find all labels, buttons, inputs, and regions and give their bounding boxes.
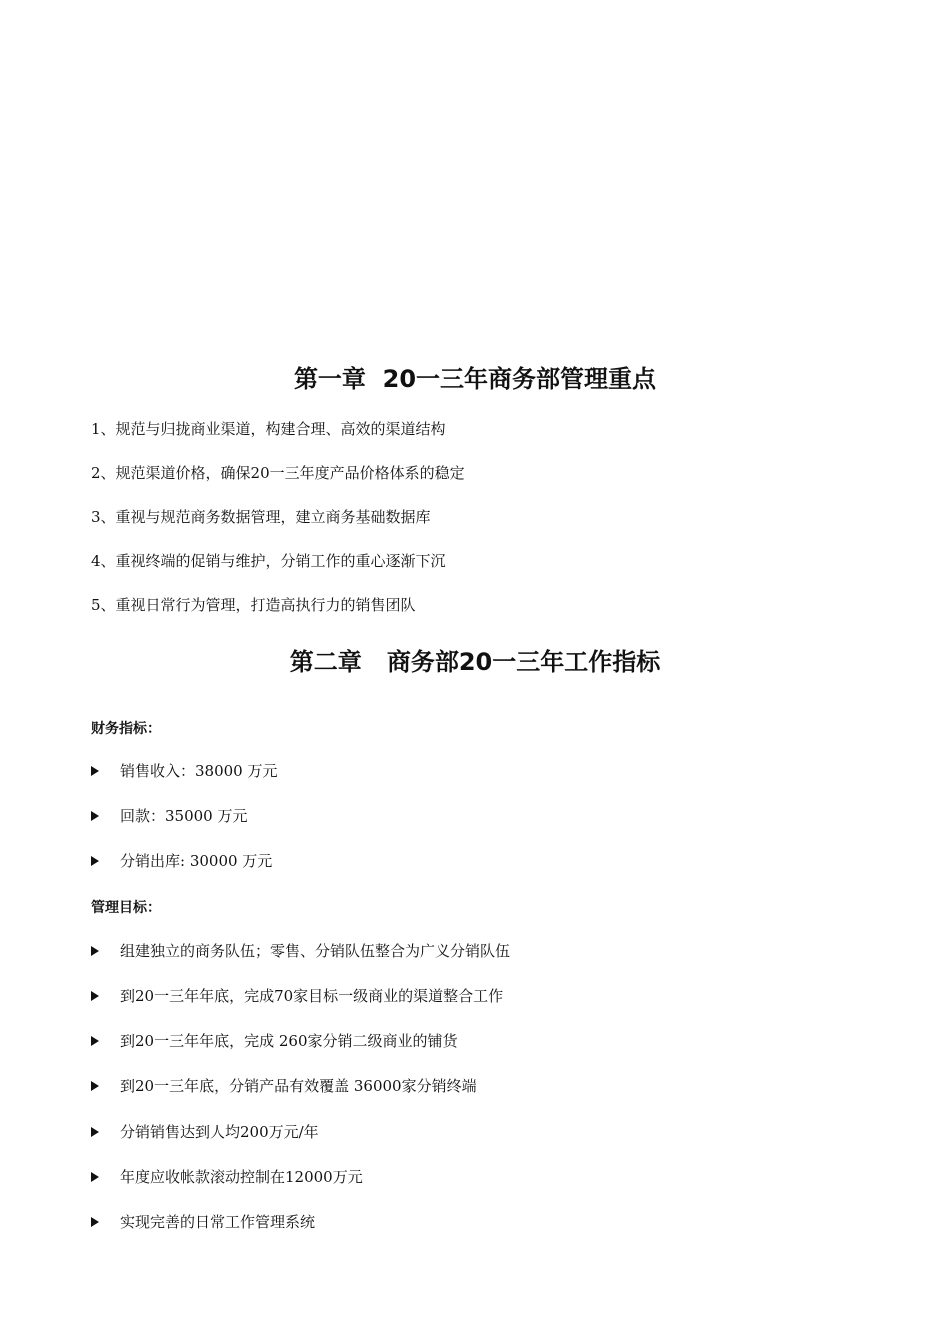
right-triangle-bullet-icon xyxy=(91,1127,99,1137)
management-item-text: 到20一三年年底，完成 260家分销二级商业的铺货 xyxy=(120,1032,458,1050)
financial-item-text: 回款：35000 万元 xyxy=(120,807,248,825)
management-item-text: 年度应收帐款滚动控制在12000万元 xyxy=(120,1168,363,1186)
chapter-2-title: 第二章 商务部20一三年工作指标 xyxy=(289,648,661,676)
management-item-7 xyxy=(91,1212,315,1232)
management-item-text: 到20一三年底，分销产品有效覆盖 36000家分销终端 xyxy=(120,1077,477,1095)
right-triangle-bullet-icon xyxy=(91,856,99,866)
management-item-text: 实现完善的日常工作管理系统 xyxy=(120,1213,316,1231)
right-triangle-bullet-icon xyxy=(91,1081,99,1091)
management-item-6 xyxy=(91,1167,363,1187)
right-triangle-bullet-icon xyxy=(91,1036,99,1046)
management-goals-label: 管理目标： xyxy=(91,900,161,916)
management-item-2 xyxy=(91,986,503,1006)
management-item-text: 组建独立的商务队伍；零售、分销队伍整合为广义分销队伍 xyxy=(120,942,511,960)
financial-indicators-label: 财务指标： xyxy=(91,721,161,737)
management-item-3 xyxy=(91,1031,458,1051)
right-triangle-bullet-icon xyxy=(91,1172,99,1182)
management-item-text: 到20一三年年底，完成70家目标一级商业的渠道整合工作 xyxy=(120,987,504,1005)
management-item-4 xyxy=(91,1076,477,1096)
financial-item-3 xyxy=(91,851,272,871)
financial-item-2 xyxy=(91,806,248,826)
management-item-5 xyxy=(91,1122,319,1142)
chapter-1-item-4: 4、重视终端的促销与维护，分销工作的重心逐渐下沉 xyxy=(91,552,446,570)
right-triangle-bullet-icon xyxy=(91,946,99,956)
chapter-1-item-5: 5、重视日常行为管理，打造高执行力的销售团队 xyxy=(91,596,416,614)
financial-item-text: 销售收入：38000 万元 xyxy=(120,762,278,780)
management-item-1 xyxy=(91,941,510,961)
chapter-1-title: 第一章 20一三年商务部管理重点 xyxy=(293,365,657,393)
financial-item-text: 分销出库: 30000 万元 xyxy=(120,852,273,870)
financial-item-1 xyxy=(91,761,278,781)
chapter-1-item-1: 1、规范与归拢商业渠道，构建合理、高效的渠道结构 xyxy=(91,420,446,438)
right-triangle-bullet-icon xyxy=(91,991,99,1001)
right-triangle-bullet-icon xyxy=(91,766,99,776)
chapter-1-item-3: 3、重视与规范商务数据管理，建立商务基础数据库 xyxy=(91,508,431,526)
management-item-text: 分销销售达到人均200万元/年 xyxy=(120,1123,319,1141)
chapter-1-item-2: 2、规范渠道价格，确保20一三年度产品价格体系的稳定 xyxy=(91,464,465,482)
right-triangle-bullet-icon xyxy=(91,811,99,821)
right-triangle-bullet-icon xyxy=(91,1217,99,1227)
